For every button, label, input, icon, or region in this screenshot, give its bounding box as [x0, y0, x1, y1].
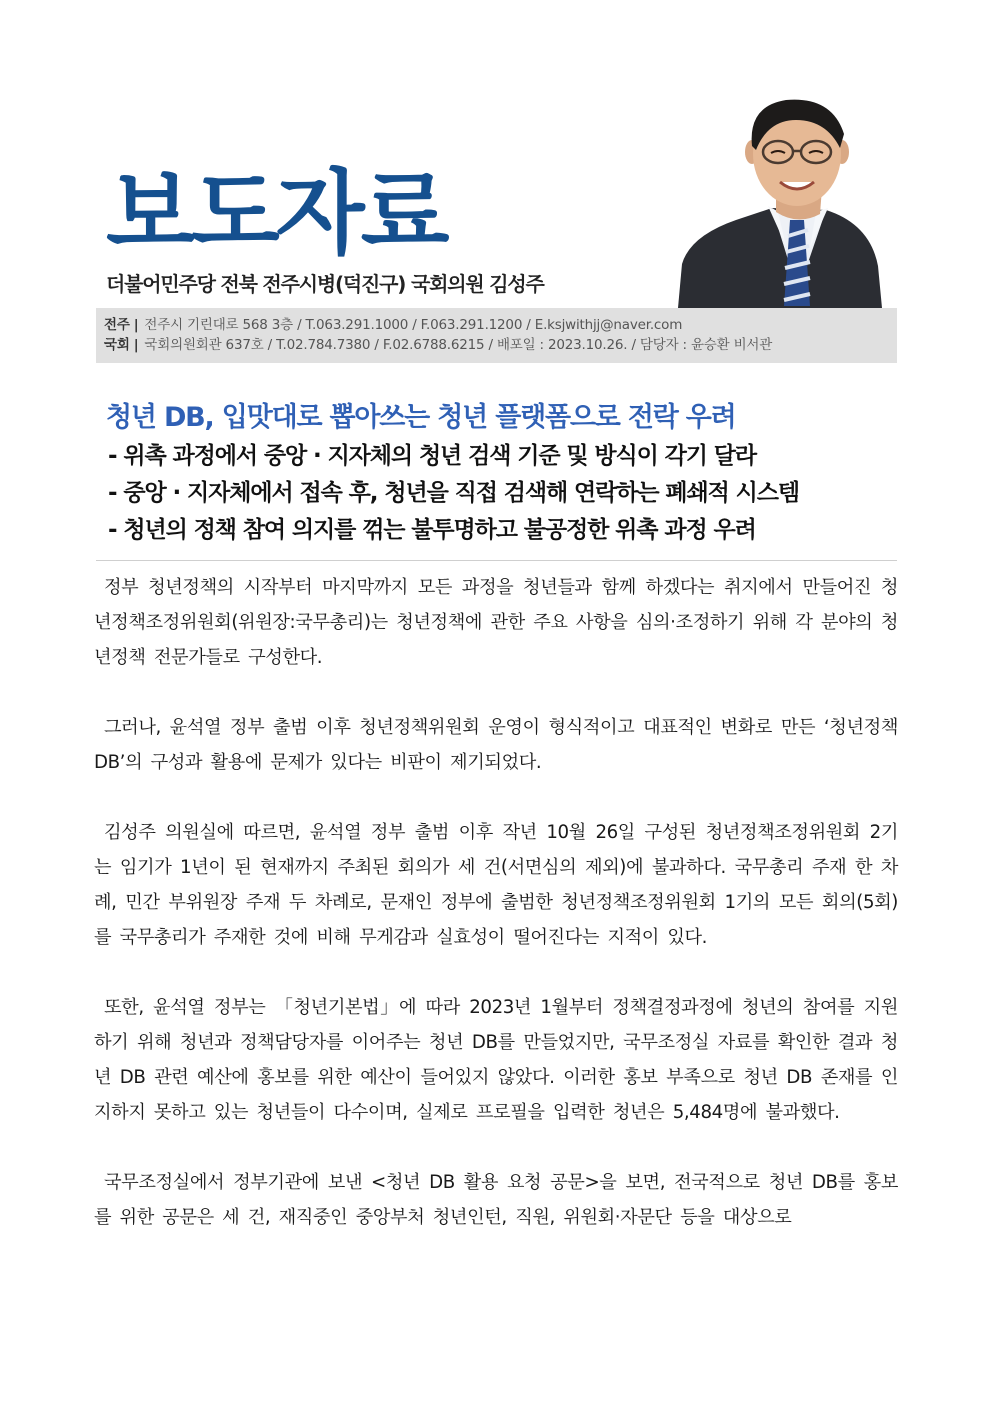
contact-info-bar: [96, 308, 897, 363]
contact-label: 전주: [104, 317, 130, 333]
sub-headline-item: - 청년의 정책 참여 의지를 꺾는 불투명하고 불공정한 위촉 과정 우려: [108, 517, 756, 543]
sub-headline-item: - 중앙 · 지자체에서 접속 후, 청년을 직접 검색해 연락하는 폐쇄적 시스템: [108, 480, 800, 506]
contact-label: 국회: [104, 337, 130, 353]
section-divider: [96, 560, 897, 561]
article-body: [94, 570, 898, 1270]
contact-details: 전주시 기린대로 568 3층 / T.063.291.1000 / F.063.291.1200 / E.ksjwithjj@naver.com: [144, 317, 683, 333]
body-paragraph: 국무조정실에서 정부기관에 보낸 <청년 DB 활용 요청 공문>을 보면, 전국적으로 청년 DB를 홍보를 위한 공문은 세 건, 재직중인 중앙부처 청년인턴, 직원, 위원회·자문단 등을 대상으로: [94, 1172, 898, 1228]
body-paragraph: 김성주 의원실에 따르면, 윤석열 정부 출범 이후 작년 10월 26일 구성된 청년정책조정위원회 2기는 임기가 1년이 된 현재까지 주최된 회의가 세 건(서면심의 제외)에 불과하다. 국무총리 주재 한 차례, 민간 부위원장 주재 두 차례로, 문재인 정부에 출범한 청년정책조정위원회 1기의 모든 회의(5회)를 국무총리가 주재한 것에 비해 무게감과 실효성이 떨어진다는 지적이 있다.: [94, 822, 898, 948]
headline: 청년 DB, 입맛대로 뽑아쓰는 청년 플랫폼으로 전락 우려: [106, 402, 736, 433]
contact-line-jeonju: [104, 315, 897, 335]
sub-headline-item: - 위촉 과정에서 중앙 · 지자체의 청년 검색 기준 및 방식이 각기 달라: [108, 443, 757, 469]
sub-headline-list: [108, 440, 799, 551]
body-paragraph: 또한, 윤석열 정부는 「청년기본법」에 따라 2023년 1월부터 정책결정과정에 청년의 참여를 지원하기 위해 청년과 정책담당자를 이어주는 청년 DB를 만들었지만, 국무조정실 자료를 확인한 결과 청년 DB 관련 예산에 홍보를 위한 예산이 들어있지 않았다. 이러한 홍보 부족으로 청년 DB 존재를 인지하지 못하고 있는 청년들이 다수이며, 실제로 프로필을 입력한 청년은 5,484명에 불과했다.: [94, 997, 898, 1123]
body-paragraph: 그러나, 윤석열 정부 출범 이후 청년정책위원회 운영이 형식적이고 대표적인 변화로 만든 ‘청년정책DB’의 구성과 활용에 문제가 있다는 비판이 제기되었다.: [94, 717, 898, 773]
press-release-title: 보도자료: [106, 160, 446, 267]
contact-separator: |: [133, 317, 139, 333]
lawmaker-portrait: [676, 96, 884, 308]
body-paragraph: 정부 청년정책의 시작부터 마지막까지 모든 과정을 청년들과 함께 하겠다는 취지에서 만들어진 청년정책조정위원회(위원장:국무총리)는 청년정책에 관한 주요 사항을 심의·조정하기 위해 각 분야의 청년정책 전문가들로 구성한다.: [94, 577, 898, 668]
contact-details: 국회의원회관 637호 / T.02.784.7380 / F.02.6788.6215 / 배포일 : 2023.10.26. / 담당자 : 윤승환 비서관: [144, 337, 773, 353]
contact-separator: |: [133, 337, 139, 353]
lawmaker-affiliation: 더불어민주당 전북 전주시병(덕진구) 국회의원 김성주: [106, 272, 544, 296]
contact-line-assembly: [104, 335, 897, 355]
